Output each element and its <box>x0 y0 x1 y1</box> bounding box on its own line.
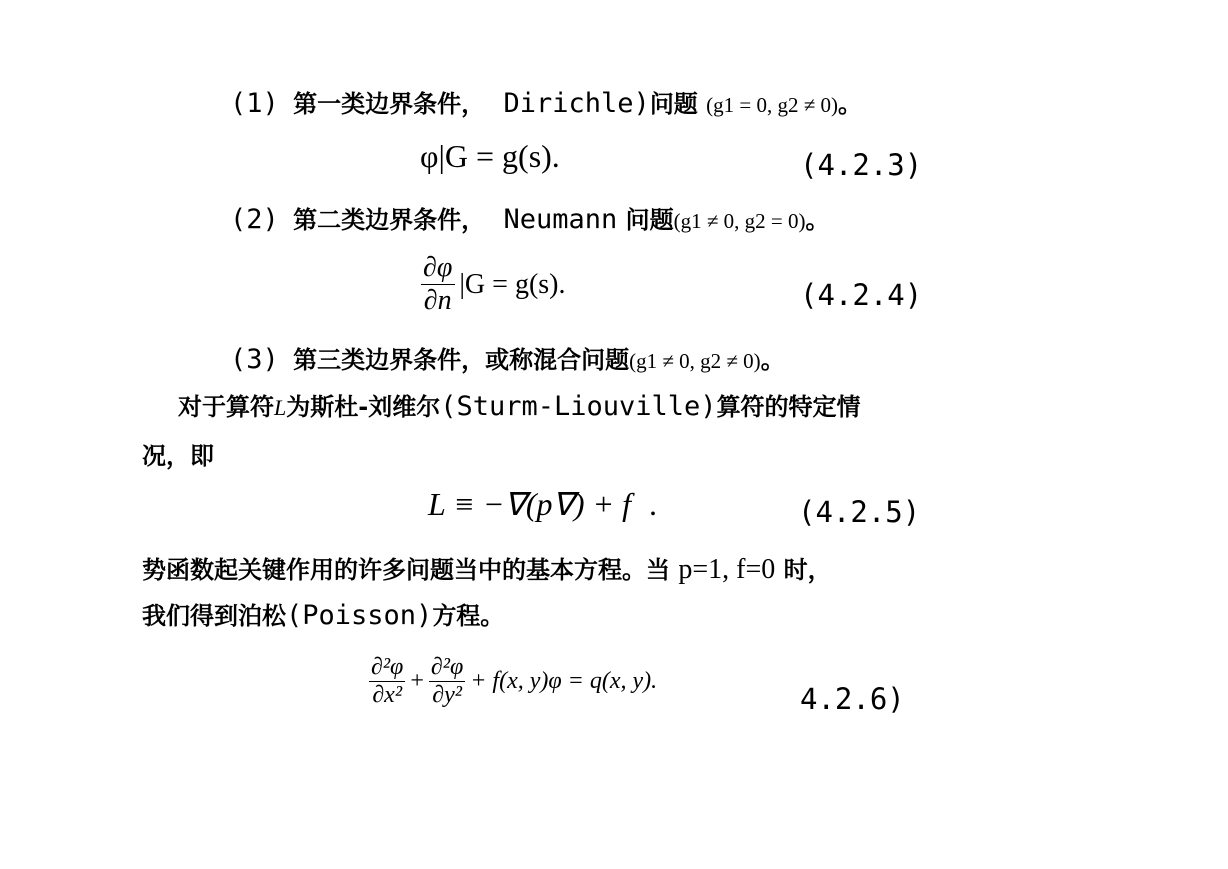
item-1-end: 。 <box>838 90 863 118</box>
equation-4-2-4-rest: |G = g(s). <box>459 268 566 300</box>
item-2-name: Neumann <box>503 204 618 235</box>
equation-4-2-5-dot: . <box>649 486 658 522</box>
paragraph-2-line-2 <box>142 596 504 631</box>
para-1-text-b: 为斯杜-刘维尔 <box>286 393 441 421</box>
para-2-text-f: 方程。 <box>432 602 505 630</box>
para-2-text-c: 时， <box>783 556 832 584</box>
fraction-denominator: ∂n <box>421 284 455 317</box>
equation-4-2-5 <box>428 485 657 523</box>
equation-4-2-6-fraction-1 <box>368 654 406 709</box>
paragraph-1-line-1 <box>178 387 861 422</box>
equation-4-2-3 <box>420 138 560 175</box>
equation-4-2-6-rest: + f(x, y)φ = q(x, y). <box>470 668 658 694</box>
item-2-tail: 问题 <box>625 206 674 234</box>
item-1-condition: (g1 = 0, g2 ≠ 0) <box>706 93 839 117</box>
fraction-2-numerator: ∂²φ <box>430 654 464 680</box>
equation-4-2-4-fraction <box>420 252 455 317</box>
paragraph-1-line-2: 况，即 <box>142 442 214 470</box>
equation-4-2-5-number: (4.2.5) <box>798 495 921 529</box>
equation-4-2-6 <box>368 654 657 709</box>
equation-4-2-4-number: (4.2.4) <box>800 278 923 312</box>
fraction-numerator: ∂φ <box>423 252 453 283</box>
item-1 <box>230 84 862 119</box>
plus-sign: + <box>410 668 424 694</box>
para-2-text-a: 势函数起关键作用的许多问题当中的基本方程。当 <box>142 556 670 584</box>
equation-4-2-3-body: φ|G = g(s). <box>420 138 560 174</box>
item-2 <box>230 200 830 235</box>
item-2-condition: (g1 ≠ 0, g2 = 0) <box>673 209 806 233</box>
item-1-tail: 问题 <box>649 90 698 118</box>
item-1-label: (1) <box>230 88 279 119</box>
equation-4-2-6-fraction-2 <box>428 654 466 709</box>
item-2-end: 。 <box>805 206 830 234</box>
para-1-text-c: (Sturm-Liouville) <box>440 391 717 422</box>
item-1-name: Dirichle) <box>503 88 650 119</box>
para-1-symbol: L <box>274 395 287 420</box>
para-2-text-d: 我们得到泊松 <box>142 602 286 630</box>
item-2-label: (2) <box>230 204 279 235</box>
equation-4-2-5-body: L ≡ −∇(p∇) + f <box>428 486 632 522</box>
para-1-text-d: 算符的特定情 <box>716 393 861 421</box>
item-3-end: 。 <box>760 346 785 374</box>
fraction-2-denominator: ∂y² <box>429 681 465 709</box>
paragraph-2-line-1 <box>142 550 832 586</box>
fraction-1-denominator: ∂x² <box>369 681 405 709</box>
fraction-1-numerator: ∂²φ <box>371 654 404 680</box>
item-3-label: (3) <box>230 344 279 375</box>
item-3-text: 第三类边界条件，或称混合问题 <box>293 346 630 374</box>
item-2-text: 第二类边界条件， <box>293 206 486 234</box>
item-3-condition: (g1 ≠ 0, g2 ≠ 0) <box>629 349 761 373</box>
equation-4-2-4 <box>420 252 566 317</box>
item-3 <box>230 340 785 375</box>
equation-4-2-6-number: 4.2.6) <box>800 682 905 716</box>
para-2-text-b: p=1, f=0 <box>678 554 776 585</box>
item-1-text: 第一类边界条件， <box>293 90 486 118</box>
equation-4-2-3-number: (4.2.3) <box>800 148 923 182</box>
para-1-text-a: 对于算符 <box>178 393 274 421</box>
para-2-text-e: (Poisson) <box>286 600 433 631</box>
